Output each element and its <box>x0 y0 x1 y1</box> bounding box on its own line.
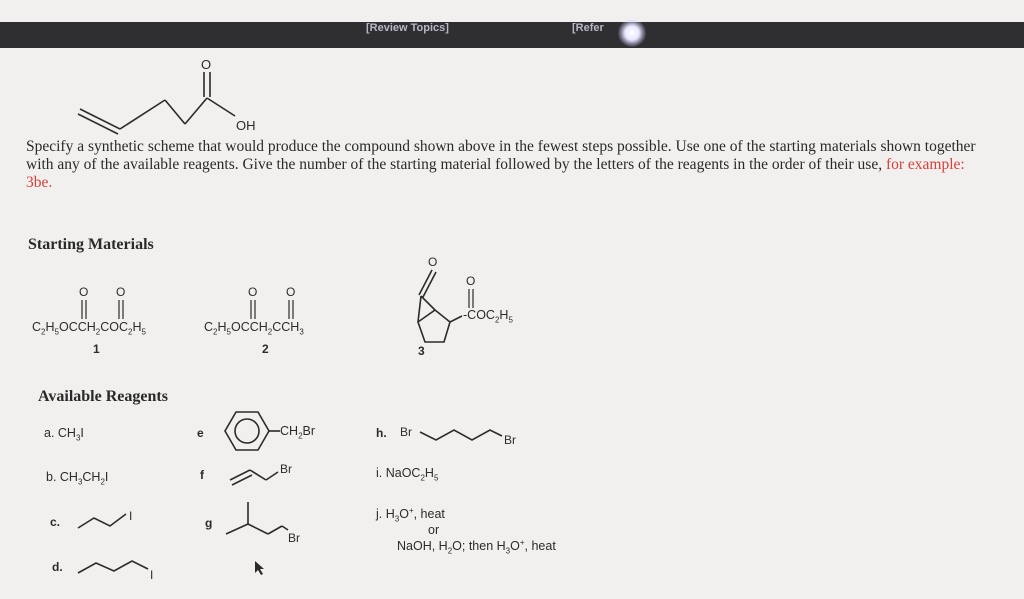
reagent-h-bromine-right: Br <box>504 433 516 447</box>
starting-material-3-number: 3 <box>418 344 425 358</box>
target-molecule <box>70 50 270 140</box>
reagent-e-structure <box>222 410 282 460</box>
starting-material-2-number: 2 <box>262 342 269 356</box>
reagent-h-letter: h. <box>376 426 387 440</box>
reagent-f-letter: f <box>200 468 204 482</box>
target-hydroxyl: OH <box>236 118 256 133</box>
reagent-f-structure <box>228 462 308 492</box>
starting-material-2-formula: $C_2H_5OCCH_2CCH_3$ <box>204 320 304 337</box>
question-text <box>26 138 986 192</box>
reagent-i: i. $NaOC_2H_5$ <box>376 466 439 483</box>
starting-material-1-formula: $C_2H_5OCCH_2COC_2H_5$ <box>32 320 146 337</box>
starting-material-3-formula: $-COC_2H_5$ <box>463 308 513 325</box>
svg-text:O: O <box>79 285 89 299</box>
mouse-cursor <box>254 560 266 576</box>
svg-text:O: O <box>116 285 126 299</box>
reagent-e-group: $CH_2Br$ <box>280 424 316 441</box>
reagent-d-structure <box>76 555 176 585</box>
reagent-j-or: or <box>428 523 440 537</box>
available-reagents-heading: Available Reagents <box>38 388 168 405</box>
reagent-f-bromine: Br <box>280 462 292 476</box>
reagent-j-line2: NaOH, $H_2O$; then $H_3O^+$, heat <box>397 538 556 556</box>
reagent-g-bromine: Br <box>288 531 300 545</box>
reagent-e-letter: e <box>197 426 204 440</box>
reagent-c-letter: c. <box>50 515 61 529</box>
question-body: Specify a synthetic scheme that would produce the compound shown above in the fewest steps possible. Use one of the starting materials shown together with any of the available reagents. Give the number of the starting material followed by the letters of the reagents in the order of their use, <box>26 138 976 173</box>
target-oxygen: O <box>201 57 212 72</box>
reagent-h-bromine-left: Br <box>400 425 412 439</box>
starting-material-1-carbonyls <box>30 285 160 325</box>
svg-text:O: O <box>466 274 476 288</box>
reagent-c-structure <box>76 508 156 538</box>
starting-material-3-structure <box>390 250 550 350</box>
references-link[interactable]: [Refer <box>572 22 604 34</box>
top-toolbar <box>0 22 1024 48</box>
reagent-a: a. $CH_3I$ <box>44 426 84 443</box>
glare-spot <box>618 19 646 47</box>
question-example: for example: 3be. <box>26 156 965 191</box>
starting-material-1-number: 1 <box>93 342 100 356</box>
ketone-oxygen: O <box>428 255 438 269</box>
reagent-d-iodine: I <box>150 568 154 582</box>
svg-text:O: O <box>286 285 296 299</box>
svg-text:O: O <box>248 285 258 299</box>
reagent-c-iodine: I <box>129 509 133 523</box>
review-topics-link[interactable]: [Review Topics] <box>366 22 449 34</box>
starting-material-2-carbonyls <box>200 285 330 325</box>
reagent-g-letter: g <box>205 516 213 530</box>
reagent-d-letter: d. <box>52 560 63 574</box>
reagent-g-structure <box>224 500 314 550</box>
starting-materials-heading: Starting Materials <box>28 236 154 253</box>
reagent-j-line1: j. $H_3O^+$, heat <box>376 506 445 524</box>
reagent-h-structure <box>398 420 538 460</box>
reagent-b: b. $CH_3CH_2I$ <box>46 470 109 487</box>
